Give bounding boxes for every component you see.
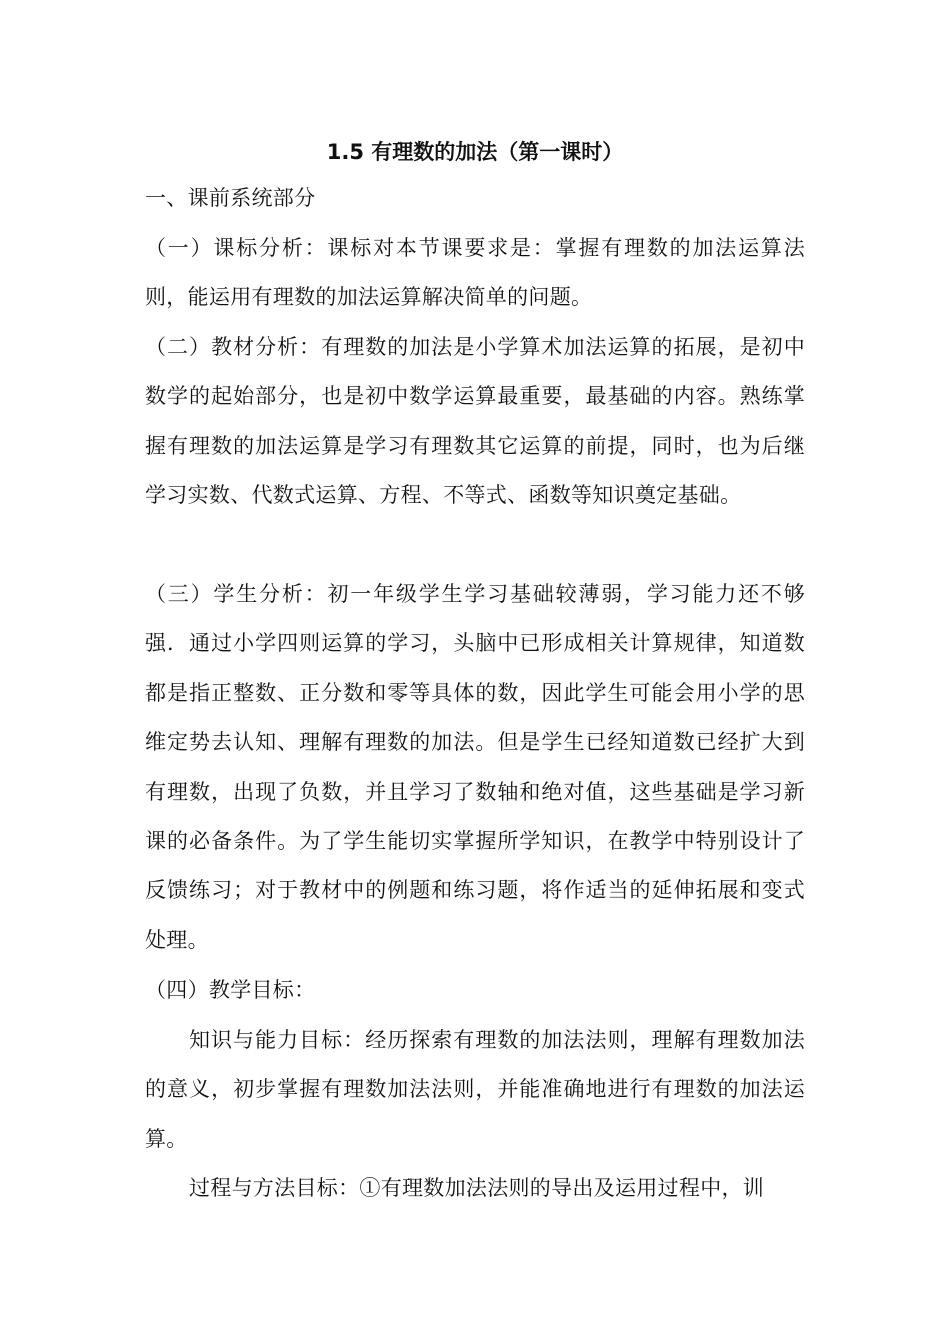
document-title: 1.5 有理数的加法（第一课时） xyxy=(326,140,624,164)
paragraph-textbook-analysis: （二）教材分析：有理数的加法是小学算术加法运算的拓展，是初中数学的起始部分，也是初中数学运算最重要，最基础的内容。熟练掌握有理数的加法运算是学习有理数其它运算的前提，同时，也为后继学习实数、代数式运算、方程、不等式、函数等知识奠定基础。 xyxy=(145,335,805,508)
paragraph-curriculum-analysis: （一）课标分析：课标对本节课要求是：掌握有理数的加法运算法则，能运用有理数的加法运算解决简单的问题。 xyxy=(145,236,805,310)
section-heading: 一、课前系统部分 xyxy=(145,186,316,210)
paragraph-teaching-goals-heading: （四）教学目标： xyxy=(145,978,316,1002)
paragraph-student-analysis: （三）学生分析：初一年级学生学习基础较薄弱，学习能力还不够强．通过小学四则运算的学习，头脑中已形成相关计算规律，知道数都是指正整数、正分数和零等具体的数，因此学生可能会用小学的思维定势去认知、理解有理数的加法。但是学生已经知道数已经扩大到有理数，出现了负数，并且学习了数轴和绝对值，这些基础是学习新课的必备条件。为了学生能切实掌握所学知识，在教学中特别设计了反馈练习；对于教材中的例题和练习题，将作适当的延伸拓展和变式处理。 xyxy=(145,582,805,952)
paragraph-knowledge-goal: 知识与能力目标：经历探索有理数的加法法则，理解有理数加法的意义，初步掌握有理数加法法则，并能准确地进行有理数的加法运算。 xyxy=(145,1028,805,1151)
paragraph-process-goal: 过程与方法目标：①有理数加法法则的导出及运用过程中，训 xyxy=(189,1176,765,1200)
